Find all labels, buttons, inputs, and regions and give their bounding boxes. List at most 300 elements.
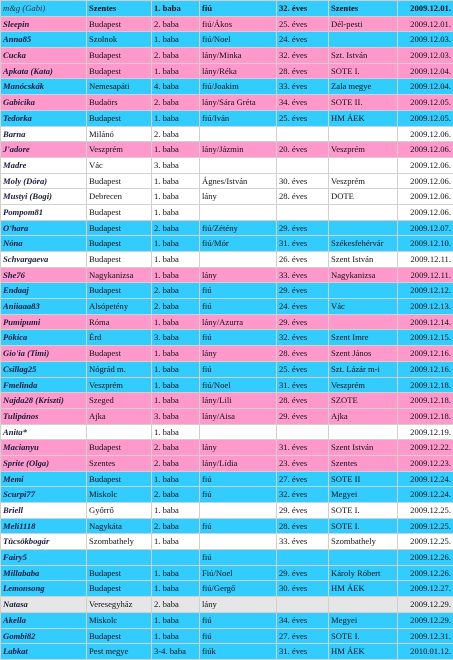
nickname-cell: O'hara [1,220,87,236]
sex-name-cell: fiú/Ákos [200,16,277,32]
table-row [1,455,453,471]
table-row [1,63,453,79]
due-date-cell: 2010.01.12. [398,644,453,660]
due-date-cell: 2009.12.26. [398,565,453,581]
table-row [1,157,453,173]
due-date-cell: 2009.12.18. [398,393,453,409]
baby-number-cell: 1. baba [152,63,200,79]
age-cell: 29. éves [277,283,329,299]
sex-name-cell [200,157,277,173]
city-cell: Róma [87,314,152,330]
city-cell: Ajka [87,408,152,424]
nickname-cell: Tedorka [1,110,87,126]
city-cell: Pest megye [87,644,152,660]
nickname-cell: Labkat [1,644,87,660]
table-row [1,236,453,252]
sex-name-cell: fiú/Joakim [200,79,277,95]
baby-number-cell: 2. baba [152,126,200,142]
due-date-cell: 2009.12.15. [398,330,453,346]
hospital-cell: SZOTE [329,393,398,409]
hospital-cell [329,597,398,613]
nickname-cell: Fmelinda [1,377,87,393]
table-row [1,612,453,628]
hospital-cell: SOTE II. [329,95,398,111]
nickname-cell: Csillag25 [1,361,87,377]
table-row [1,299,453,315]
header-age: 32. éves [277,1,329,17]
due-date-cell: 2009.12.16. [398,346,453,362]
baby-number-cell: 1. baba [152,503,200,519]
table-row [1,330,453,346]
sex-name-cell: Fiú/Noel [200,565,277,581]
sex-name-cell: lány/Sára Gréta [200,95,277,111]
nickname-cell: Natasa [1,597,87,613]
table-row [1,95,453,111]
age-cell: 27. éves [277,628,329,644]
baby-number-cell: 1. baba [152,581,200,597]
age-cell: 29. éves [277,565,329,581]
baby-number-cell: 3. baba [152,330,200,346]
hospital-cell: Megyei [329,612,398,628]
due-date-cell: 2009.12.03. [398,32,453,48]
table-row [1,110,453,126]
due-date-cell: 2009.12.24. [398,487,453,503]
due-date-cell: 2009.12.19. [398,424,453,440]
header-sex-name: fiú [200,1,277,17]
baby-number-cell: 2. baba [152,487,200,503]
city-cell: Budapest [87,440,152,456]
baby-number-cell: 1. baba [152,361,200,377]
nickname-cell: Gombi82 [1,628,87,644]
table-row [1,16,453,32]
age-cell [277,157,329,173]
sex-name-cell: fiú/Mór [200,236,277,252]
baby-number-cell: 1. baba [152,32,200,48]
table-row [1,283,453,299]
nickname-cell: Akella [1,612,87,628]
baby-number-cell: 4. baba [152,79,200,95]
table-row [1,597,453,613]
city-cell: Budapest [87,283,152,299]
due-date-cell: 2009.12.05. [398,95,453,111]
due-date-cell: 2009.12.25. [398,503,453,519]
baby-number-cell: 1. baba [152,204,200,220]
nickname-cell: She76 [1,267,87,283]
city-cell: Szolnok [87,32,152,48]
table-row [1,408,453,424]
hospital-cell: HM ÁEK [329,110,398,126]
city-cell: Budapest [87,16,152,32]
nickname-cell: Endaaj [1,283,87,299]
baby-number-cell: 2. baba [152,95,200,111]
sex-name-cell: fiú [200,361,277,377]
age-cell: 29. éves [277,220,329,236]
age-cell: 24. éves [277,299,329,315]
nickname-cell: Anna85 [1,32,87,48]
baby-number-cell: 2. baba [152,597,200,613]
nickname-cell: J'adore [1,142,87,158]
age-cell: 30. éves [277,173,329,189]
age-cell: 30. éves [277,581,329,597]
table-row [1,252,453,268]
baby-number-cell [152,550,200,566]
city-cell: Budapest [87,252,152,268]
hospital-cell: Szombathely [329,534,398,550]
hospital-cell: Szent István [329,252,398,268]
age-cell: 31. éves [277,236,329,252]
city-cell: Budapest [87,173,152,189]
sex-name-cell: fiú/Gergő [200,581,277,597]
age-cell: 28. éves [277,393,329,409]
baby-number-cell: 1. baba [152,377,200,393]
sex-name-cell: lány [200,267,277,283]
city-cell: Szentes [87,455,152,471]
table-row [1,581,453,597]
due-date-cell: 2009.12.29. [398,612,453,628]
hospital-cell: Szent István [329,440,398,456]
due-date-cell: 2009.12.07. [398,220,453,236]
hospital-cell: SOTE I. [329,518,398,534]
nickname-cell: Apkata (Kata) [1,63,87,79]
nickname-cell: Najda28 (Kriszti) [1,393,87,409]
table-row [1,424,453,440]
hospital-cell [329,424,398,440]
due-date-cell: 2009.12.24. [398,471,453,487]
nickname-cell: Nóna [1,236,87,252]
baby-number-cell: 1. baba [152,612,200,628]
sex-name-cell: fiú/Noel [200,32,277,48]
city-cell: Budapest [87,346,152,362]
city-cell: Veszprém [87,142,152,158]
sex-name-cell: fiú [200,518,277,534]
sex-name-cell: lány/Minka [200,48,277,64]
sex-name-cell: fiú [200,283,277,299]
sex-name-cell: lány [200,189,277,205]
baby-number-cell: 2. baba [152,299,200,315]
due-date-cell: 2009.12.16. [398,361,453,377]
nickname-cell: Macianyu [1,440,87,456]
hospital-cell: HM ÁEK [329,581,398,597]
sex-name-cell: lány/Azurra [200,314,277,330]
age-cell: 26. éves [277,252,329,268]
sex-name-cell: lány [200,597,277,613]
sex-name-cell: fiúk [200,644,277,660]
baby-number-cell: 1. baba [152,110,200,126]
hospital-cell: Károly Róbert [329,565,398,581]
nickname-cell: Millababa [1,565,87,581]
age-cell: 28. éves [277,63,329,79]
header-due-date: 2009.12.01. [398,1,453,17]
city-cell: Budapest [87,628,152,644]
age-cell: 29. éves [277,408,329,424]
age-cell: 34. éves [277,95,329,111]
age-cell: 23. éves [277,455,329,471]
table-row [1,534,453,550]
due-date-cell: 2009.12.04. [398,63,453,79]
due-date-cell: 2009.12.06. [398,204,453,220]
baby-number-cell: 1. baba [152,393,200,409]
baby-number-cell: 1. baba [152,471,200,487]
due-date-cell: 2009.12.03. [398,48,453,64]
hospital-cell: SOTE I. [329,63,398,79]
hospital-cell: Nagykanizsa [329,267,398,283]
hospital-cell: Szt. István [329,48,398,64]
sex-name-cell [200,252,277,268]
city-cell: Budapest [87,63,152,79]
city-cell: Alsópetény [87,299,152,315]
hospital-cell: Megyei [329,487,398,503]
table-row [1,471,453,487]
baby-number-cell: 2. baba [152,440,200,456]
sex-name-cell [200,534,277,550]
age-cell: 29. éves [277,503,329,519]
age-cell [277,424,329,440]
age-cell: 31. éves [277,377,329,393]
age-cell: 25. éves [277,110,329,126]
header-baby-number: 1. baba [152,1,200,17]
due-date-cell: 2009.12.18. [398,408,453,424]
table-row [1,173,453,189]
table-row [1,189,453,205]
hospital-cell [329,283,398,299]
due-date-cell: 2009.12.11. [398,252,453,268]
age-cell: 33. éves [277,79,329,95]
hospital-cell: HM ÁEK [329,644,398,660]
hospital-cell: Vác [329,299,398,315]
baby-number-cell: 2. baba [152,518,200,534]
due-date-cell: 2009.12.13. [398,299,453,315]
sex-name-cell [200,503,277,519]
city-cell: Veresegyház [87,597,152,613]
nickname-cell: Cucka [1,48,87,64]
city-cell: Miskolc [87,487,152,503]
hospital-cell: Szent János [329,346,398,362]
sex-name-cell: lány/Lídia [200,455,277,471]
due-date-cell: 2009.12.18. [398,377,453,393]
table-row [1,377,453,393]
due-date-cell: 2009.12.06. [398,142,453,158]
hospital-cell: SOTE I. [329,503,398,519]
city-cell: Debrecen [87,189,152,205]
header-row [1,1,453,17]
table-row [1,393,453,409]
table-row [1,48,453,64]
city-cell: Győrrő [87,503,152,519]
sex-name-cell: lány [200,440,277,456]
due-date-cell: 2009.12.06. [398,126,453,142]
sex-name-cell [200,424,277,440]
sex-name-cell: fiú [200,299,277,315]
baby-number-cell: 2. baba [152,16,200,32]
due-date-cell: 2009.12.14. [398,314,453,330]
age-cell [277,597,329,613]
age-cell: 32. éves [277,48,329,64]
nickname-cell: Gio'ia (Timi) [1,346,87,362]
due-date-cell: 2009.12.06. [398,157,453,173]
hospital-cell: Veszprém [329,377,398,393]
baby-number-cell: 3-4. baba [152,644,200,660]
baby-number-cell: 1. baba [152,346,200,362]
nickname-cell: Mustyi (Bogi) [1,189,87,205]
city-cell: Budapest [87,204,152,220]
table-row [1,346,453,362]
age-cell: 25. éves [277,16,329,32]
header-hospital: Szentes [329,1,398,17]
table-row [1,204,453,220]
age-cell: 28. éves [277,346,329,362]
nickname-cell: Tulipános [1,408,87,424]
due-date-cell: 2009.12.25. [398,534,453,550]
age-cell: 25. éves [277,361,329,377]
table-row [1,518,453,534]
hospital-cell: Veszprém [329,142,398,158]
due-date-cell: 2009.12.06. [398,189,453,205]
age-cell: 28. éves [277,189,329,205]
nickname-cell: Meli1118 [1,518,87,534]
due-date-cell: 2009.12.04. [398,79,453,95]
table-row [1,550,453,566]
sex-name-cell: fiú/Iván [200,110,277,126]
due-date-cell: 2009.12.26. [398,550,453,566]
due-date-cell: 2009.12.22. [398,440,453,456]
table-row [1,565,453,581]
nickname-cell: Manócskák [1,79,87,95]
nickname-cell: Anita* [1,424,87,440]
hospital-cell: Szent Imre [329,330,398,346]
age-cell: 31. éves [277,644,329,660]
city-cell: Milánó [87,126,152,142]
age-cell: 24. éves [277,32,329,48]
due-date-cell: 2009.12.11. [398,267,453,283]
header-nickname: m&g (Gabi) [1,1,87,17]
due-date-cell: 2009.12.12. [398,283,453,299]
hospital-cell: Szentes [329,455,398,471]
age-cell: 29. éves [277,314,329,330]
nickname-cell: Sleepin [1,16,87,32]
nickname-cell: Aniiaaa83 [1,299,87,315]
hospital-cell [329,157,398,173]
table-row [1,314,453,330]
sex-name-cell: lány/Lili [200,393,277,409]
hospital-cell: Székesfehérvár [329,236,398,252]
city-cell: Budapest [87,48,152,64]
hospital-cell [329,220,398,236]
header-city: Szentes [87,1,152,17]
age-cell: 32. éves [277,330,329,346]
city-cell: Nagykáta [87,518,152,534]
sex-name-cell: fiú/Noel [200,377,277,393]
due-date-cell: 2009.12.25. [398,518,453,534]
nickname-cell: Madre [1,157,87,173]
due-date-cell: 2009.12.01. [398,16,453,32]
hospital-cell: Veszprém [329,173,398,189]
nickname-cell: Lemonsong [1,581,87,597]
city-cell: Budapest [87,220,152,236]
city-cell: Vác [87,157,152,173]
baby-number-cell: 1. baba [152,565,200,581]
city-cell: Budapest [87,236,152,252]
nickname-cell: Pompom81 [1,204,87,220]
sex-name-cell: lány/Jázmin [200,142,277,158]
baby-number-cell: 1. baba [152,173,200,189]
city-cell: Szombathely [87,534,152,550]
baby-number-cell: 1. baba [152,628,200,644]
nickname-cell: Sprite (Olga) [1,455,87,471]
table-row [1,440,453,456]
nickname-cell: Barna [1,126,87,142]
table-row [1,142,453,158]
nickname-cell: Briell [1,503,87,519]
baby-number-cell: 1. baba [152,142,200,158]
city-cell: Budapest [87,565,152,581]
sex-name-cell: lány/Réka [200,63,277,79]
baby-number-cell: 1. baba [152,534,200,550]
city-cell: Budapest [87,471,152,487]
city-cell: Budaörs [87,95,152,111]
sex-name-cell: fiú/Zétény [200,220,277,236]
city-cell: Nógrád m. [87,361,152,377]
city-cell: Nagykanizsa [87,267,152,283]
baby-number-cell: 1. baba [152,236,200,252]
age-cell [277,550,329,566]
age-cell: 33. éves [277,267,329,283]
hospital-cell: SOTE I. [329,628,398,644]
baby-number-cell: 1. baba [152,189,200,205]
table-row [1,126,453,142]
sex-name-cell: fiú [200,628,277,644]
age-cell [277,204,329,220]
baby-number-cell: 2. baba [152,455,200,471]
hospital-cell: Ajka [329,408,398,424]
sex-name-cell: Ágnes/István [200,173,277,189]
hospital-cell: SOTE II [329,471,398,487]
sex-name-cell: fiú [200,612,277,628]
table-row [1,32,453,48]
due-date-cell: 2009.12.31. [398,628,453,644]
city-cell: Nemesapáti [87,79,152,95]
city-cell: Budapest [87,110,152,126]
baby-number-cell: 1. baba [152,424,200,440]
table-row [1,267,453,283]
nickname-cell: Memi [1,471,87,487]
table-row [1,644,453,660]
due-date-cell: 2009.12.10. [398,236,453,252]
table-row [1,628,453,644]
nickname-cell: Tücsökbogár [1,534,87,550]
table-row [1,487,453,503]
city-cell [87,550,152,566]
baby-number-cell: 2. baba [152,283,200,299]
city-cell: Szeged [87,393,152,409]
baby-number-cell: 1. baba [152,252,200,268]
sex-name-cell [200,204,277,220]
city-cell: Veszprém [87,377,152,393]
city-cell: Érd [87,330,152,346]
due-date-cell: 2009.12.06. [398,173,453,189]
city-cell: Miskolc [87,612,152,628]
age-cell: 33. éves [277,534,329,550]
hospital-cell [329,550,398,566]
due-date-cell: 2009.12.29. [398,597,453,613]
baby-number-cell: 1. baba [152,267,200,283]
due-date-cell: 2009.12.23. [398,455,453,471]
hospital-cell: Dél-pesti [329,16,398,32]
sex-name-cell [200,126,277,142]
due-date-cell: 2009.12.05. [398,110,453,126]
sex-name-cell: lány [200,346,277,362]
age-cell [277,126,329,142]
nickname-cell: Gabicika [1,95,87,111]
